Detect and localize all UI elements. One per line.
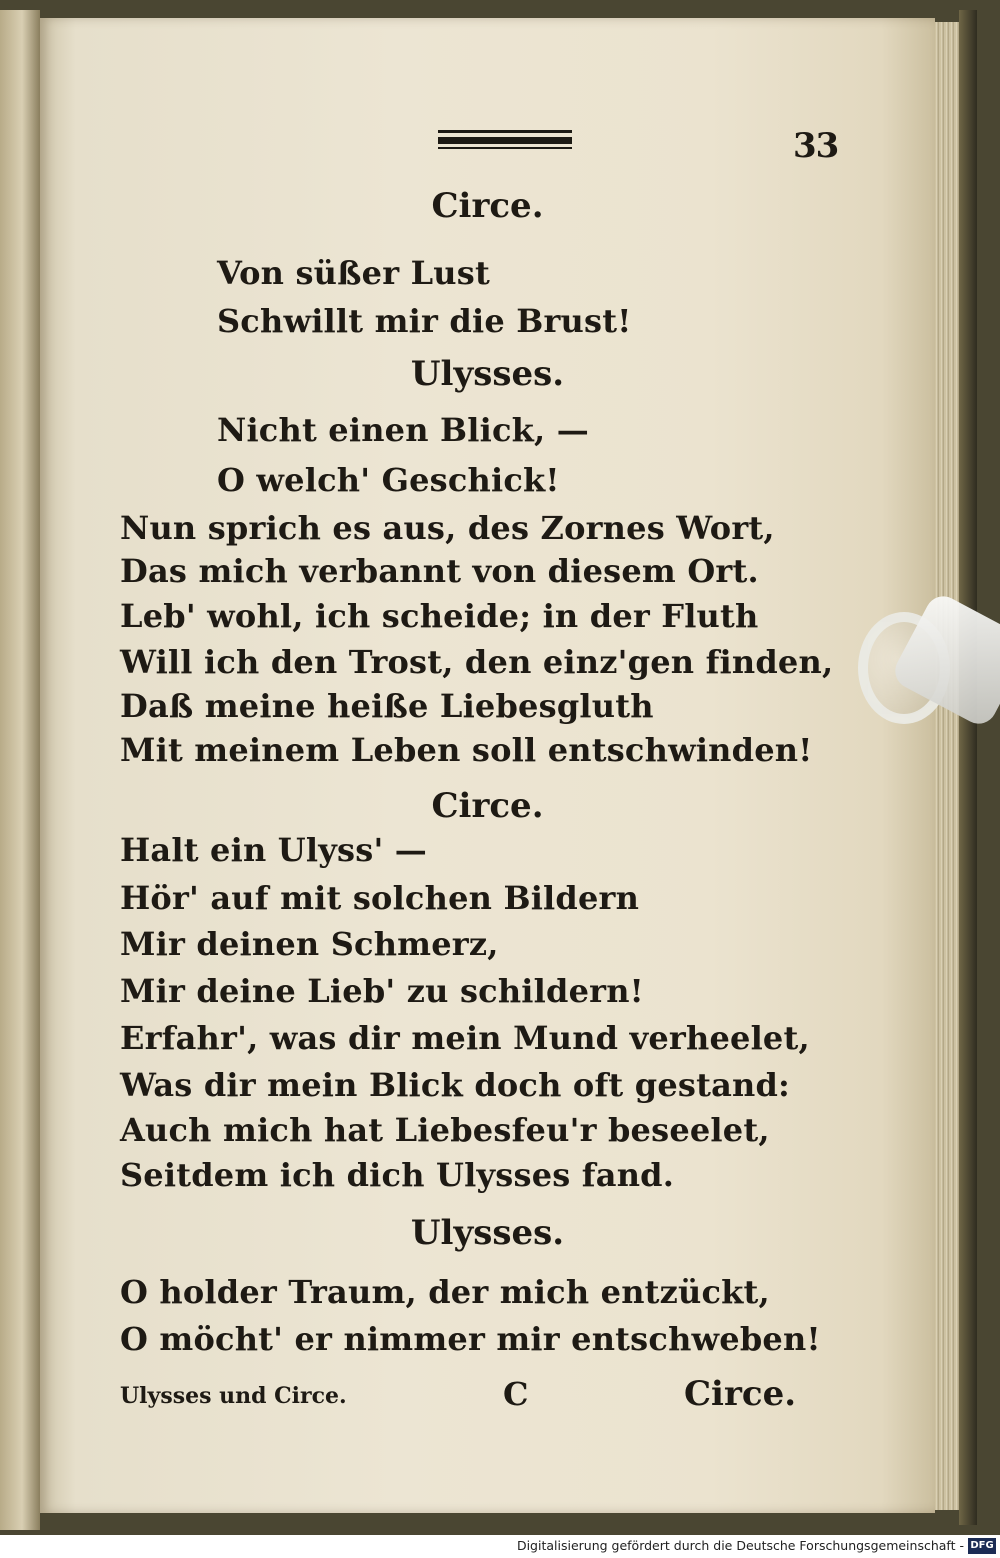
credit-text: Digitalisierung gefördert durch die Deutsche Forschungsgemeinschaft - bbox=[516, 1538, 964, 1553]
verse-line: Nicht einen Blick, — bbox=[217, 411, 589, 449]
speaker-heading: Ulysses. bbox=[410, 354, 565, 394]
glass-page-weight bbox=[858, 600, 1000, 750]
digitization-credit-bar bbox=[0, 1535, 1000, 1558]
verse-line: O möcht' er nimmer mir entschweben! bbox=[120, 1320, 821, 1358]
header-rule-thick bbox=[438, 137, 572, 144]
verse-line: Auch mich hat Liebesfeu'r beseelet, bbox=[120, 1111, 770, 1149]
header-rule-thin-top bbox=[438, 130, 572, 133]
speaker-heading: Circe. bbox=[431, 186, 544, 226]
verse-line: Mit meinem Leben soll entschwinden! bbox=[120, 731, 813, 769]
header-rule bbox=[438, 130, 572, 150]
catchword: Circe. bbox=[684, 1374, 797, 1414]
verse-line: Von süßer Lust bbox=[217, 254, 490, 292]
verse-line: O holder Traum, der mich entzückt, bbox=[120, 1273, 770, 1311]
verse-line: Mir deinen Schmerz, bbox=[120, 925, 499, 963]
left-facing-page-edge bbox=[0, 10, 40, 1530]
verse-line: Was dir mein Blick doch oft gestand: bbox=[120, 1066, 791, 1104]
speaker-heading: Ulysses. bbox=[410, 1213, 565, 1253]
verse-line: Mir deine Lieb' zu schildern! bbox=[120, 972, 644, 1010]
header-rule-thin-bottom bbox=[438, 147, 572, 149]
verse-line: Schwillt mir die Brust! bbox=[217, 302, 632, 340]
page-number: 33 bbox=[793, 126, 839, 166]
signature-mark: C bbox=[503, 1375, 529, 1413]
speaker-heading: Circe. bbox=[431, 786, 544, 826]
verse-line: Seitdem ich dich Ulysses fand. bbox=[120, 1156, 675, 1194]
cover-edge bbox=[959, 10, 977, 1525]
verse-line: Daß meine heiße Liebesgluth bbox=[120, 687, 654, 725]
book-page bbox=[40, 18, 935, 1513]
footer-signature: Ulysses und Circe. bbox=[120, 1383, 347, 1409]
page-block-edges bbox=[935, 22, 959, 1510]
dfg-logo: DFG bbox=[968, 1538, 996, 1554]
verse-line: Leb' wohl, ich scheide; in der Fluth bbox=[120, 597, 759, 635]
verse-line: Erfahr', was dir mein Mund verheelet, bbox=[120, 1019, 810, 1057]
verse-line: Das mich verbannt von diesem Ort. bbox=[120, 552, 759, 590]
verse-line: O welch' Geschick! bbox=[217, 461, 560, 499]
verse-line: Hör' auf mit solchen Bildern bbox=[120, 879, 640, 917]
verse-line: Will ich den Trost, den einz'gen finden, bbox=[120, 643, 834, 681]
verse-line: Halt ein Ulyss' — bbox=[120, 831, 427, 869]
verse-line: Nun sprich es aus, des Zornes Wort, bbox=[120, 509, 775, 547]
